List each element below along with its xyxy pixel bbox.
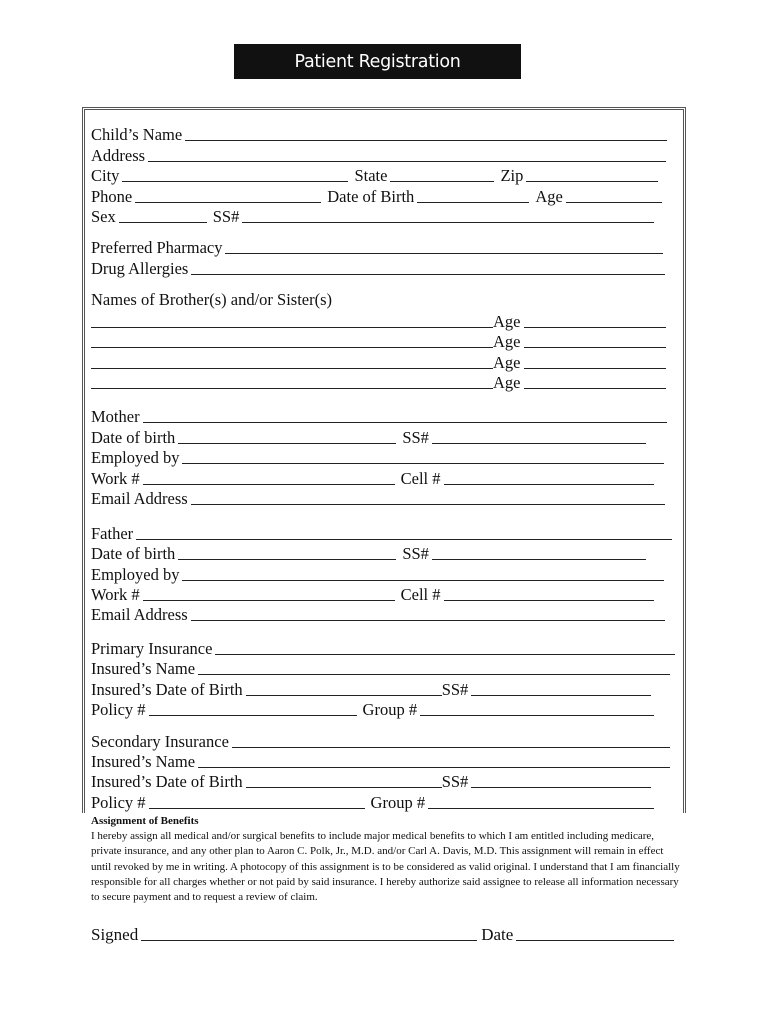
mother-work-field[interactable] <box>143 470 395 485</box>
siblings-heading-row <box>91 289 335 309</box>
childs-name-label: Child’s Name <box>91 125 183 144</box>
father-work-row <box>91 584 654 604</box>
phone-field[interactable] <box>135 188 321 203</box>
mother-employed-label: Employed by <box>91 448 180 467</box>
sex-row <box>91 206 654 226</box>
sibling-name-field[interactable] <box>91 333 493 348</box>
secondary-insured-name-label: Insured’s Name <box>91 752 196 771</box>
assignment-of-benefits <box>91 814 681 905</box>
father-ss-field[interactable] <box>432 545 646 560</box>
secondary-policy-field[interactable] <box>149 794 365 809</box>
preferred-pharmacy-label: Preferred Pharmacy <box>91 238 223 257</box>
father-email-label: Email Address <box>91 605 188 624</box>
signed-label: Signed <box>91 925 139 944</box>
mother-cell-label: Cell # <box>400 469 441 488</box>
state-field[interactable] <box>390 167 494 182</box>
sibling-age-field[interactable] <box>524 333 666 348</box>
mother-employed-field[interactable] <box>182 449 664 464</box>
phone-label: Phone <box>91 187 133 206</box>
primary-insured-name-field[interactable] <box>198 660 670 675</box>
assignment-text: I hereby assign all medical and/or surgical benefits to include major medical benefits to which I am entitled including medicare, private insurance, and any other plan to Aaron C. Polk, Jr., M.D. and/or Carl A. Davis, M.D. This assignment will remain in effect until revoked by me in writing. A photocopy of this assignment is to be considered as valid original. I understand that I am financially responsible for all charges whether or not paid by said insurance. I hereby authorize said assignee to release all information necessary to secure payment and to request a review of claim. <box>91 830 680 904</box>
father-employed-label: Employed by <box>91 565 180 584</box>
secondary-policy-row <box>91 792 654 812</box>
siblings-heading: Names of Brother(s) and/or Sister(s) <box>91 290 333 309</box>
secondary-insured-dob-row <box>91 771 651 791</box>
primary-insurance-row <box>91 638 675 658</box>
primary-insured-name-row <box>91 658 670 678</box>
childs-name-row <box>91 124 667 144</box>
father-email-field[interactable] <box>191 606 665 621</box>
mother-work-label: Work # <box>91 469 140 488</box>
secondary-group-label: Group # <box>370 793 426 812</box>
mother-ss-label: SS# <box>402 428 429 447</box>
sibling-row <box>91 331 666 351</box>
city-label: City <box>91 166 120 185</box>
primary-insured-dob-label: Insured’s Date of Birth <box>91 680 243 699</box>
secondary-insurance-label: Secondary Insurance <box>91 732 229 751</box>
preferred-pharmacy-field[interactable] <box>225 239 663 254</box>
father-work-label: Work # <box>91 585 140 604</box>
secondary-ss-field[interactable] <box>471 773 651 788</box>
sibling-age-label: Age <box>493 312 521 331</box>
childs-name-field[interactable] <box>185 126 667 141</box>
secondary-insurance-field[interactable] <box>232 733 670 748</box>
secondary-insurance-row <box>91 731 670 751</box>
sex-label: Sex <box>91 207 116 226</box>
address-row <box>91 145 666 165</box>
pharmacy-row <box>91 237 663 257</box>
signature-field[interactable] <box>141 926 477 941</box>
secondary-ss-label: SS# <box>441 772 469 791</box>
address-label: Address <box>91 146 146 165</box>
signature-row <box>91 922 674 944</box>
drug-allergies-field[interactable] <box>191 260 665 275</box>
sibling-row <box>91 311 666 331</box>
ss-label: SS# <box>212 207 240 226</box>
primary-ss-label: SS# <box>441 680 469 699</box>
sibling-row <box>91 372 666 392</box>
secondary-insured-dob-field[interactable] <box>246 773 442 788</box>
city-field[interactable] <box>122 167 348 182</box>
assignment-heading: Assignment of Benefits <box>91 815 199 827</box>
mother-employed-row <box>91 447 664 467</box>
mother-dob-field[interactable] <box>178 429 396 444</box>
sibling-age-field[interactable] <box>524 374 666 389</box>
primary-policy-label: Policy # <box>91 700 146 719</box>
father-dob-field[interactable] <box>178 545 396 560</box>
sibling-age-label: Age <box>493 332 521 351</box>
sibling-name-field[interactable] <box>91 374 493 389</box>
secondary-group-field[interactable] <box>428 794 654 809</box>
mother-email-row <box>91 488 665 508</box>
secondary-policy-label: Policy # <box>91 793 146 812</box>
primary-insurance-field[interactable] <box>215 640 675 655</box>
mother-label: Mother <box>91 407 140 426</box>
address-field[interactable] <box>148 147 666 162</box>
father-label: Father <box>91 524 134 543</box>
state-label: State <box>354 166 388 185</box>
father-email-row <box>91 604 665 624</box>
secondary-insured-dob-label: Insured’s Date of Birth <box>91 772 243 791</box>
mother-row <box>91 406 667 426</box>
mother-dob-row <box>91 427 646 447</box>
city-row <box>91 165 658 185</box>
mother-dob-label: Date of birth <box>91 428 176 447</box>
ss-field[interactable] <box>242 208 654 223</box>
sibling-name-field[interactable] <box>91 313 493 328</box>
sibling-name-field[interactable] <box>91 354 493 369</box>
sibling-row <box>91 352 666 372</box>
secondary-insured-name-row <box>91 751 670 771</box>
primary-insured-name-label: Insured’s Name <box>91 659 196 678</box>
age-field[interactable] <box>566 188 662 203</box>
mother-name-field[interactable] <box>143 408 667 423</box>
father-dob-row <box>91 543 646 563</box>
secondary-insured-name-field[interactable] <box>198 753 670 768</box>
sex-field[interactable] <box>119 208 207 223</box>
primary-policy-field[interactable] <box>149 701 357 716</box>
father-row <box>91 523 672 543</box>
phone-row <box>91 186 662 206</box>
father-employed-row <box>91 564 664 584</box>
primary-policy-row <box>91 699 654 719</box>
date-of-birth-label: Date of Birth <box>327 187 415 206</box>
father-name-field[interactable] <box>136 525 672 540</box>
allergies-row <box>91 258 665 278</box>
drug-allergies-label: Drug Allergies <box>91 259 189 278</box>
father-cell-label: Cell # <box>400 585 441 604</box>
primary-ss-field[interactable] <box>471 681 651 696</box>
father-dob-label: Date of birth <box>91 544 176 563</box>
father-cell-field[interactable] <box>444 586 654 601</box>
primary-insured-dob-row <box>91 679 651 699</box>
zip-field[interactable] <box>526 167 658 182</box>
father-employed-field[interactable] <box>182 566 664 581</box>
sibling-age-label: Age <box>493 373 521 392</box>
sibling-age-field[interactable] <box>524 313 666 328</box>
primary-insurance-label: Primary Insurance <box>91 639 213 658</box>
date-label: Date <box>481 925 514 944</box>
signature-date-field[interactable] <box>516 926 674 941</box>
age-label: Age <box>535 187 563 206</box>
sibling-age-field[interactable] <box>524 354 666 369</box>
primary-insured-dob-field[interactable] <box>246 681 442 696</box>
father-work-field[interactable] <box>143 586 395 601</box>
mother-email-field[interactable] <box>191 490 665 505</box>
mother-email-label: Email Address <box>91 489 188 508</box>
mother-cell-field[interactable] <box>444 470 654 485</box>
date-of-birth-field[interactable] <box>417 188 529 203</box>
mother-ss-field[interactable] <box>432 429 646 444</box>
mother-work-row <box>91 468 654 488</box>
zip-label: Zip <box>500 166 524 185</box>
primary-group-label: Group # <box>362 700 418 719</box>
sibling-age-label: Age <box>493 353 521 372</box>
father-ss-label: SS# <box>402 544 429 563</box>
primary-group-field[interactable] <box>420 701 654 716</box>
page-title: Patient Registration <box>234 44 521 79</box>
